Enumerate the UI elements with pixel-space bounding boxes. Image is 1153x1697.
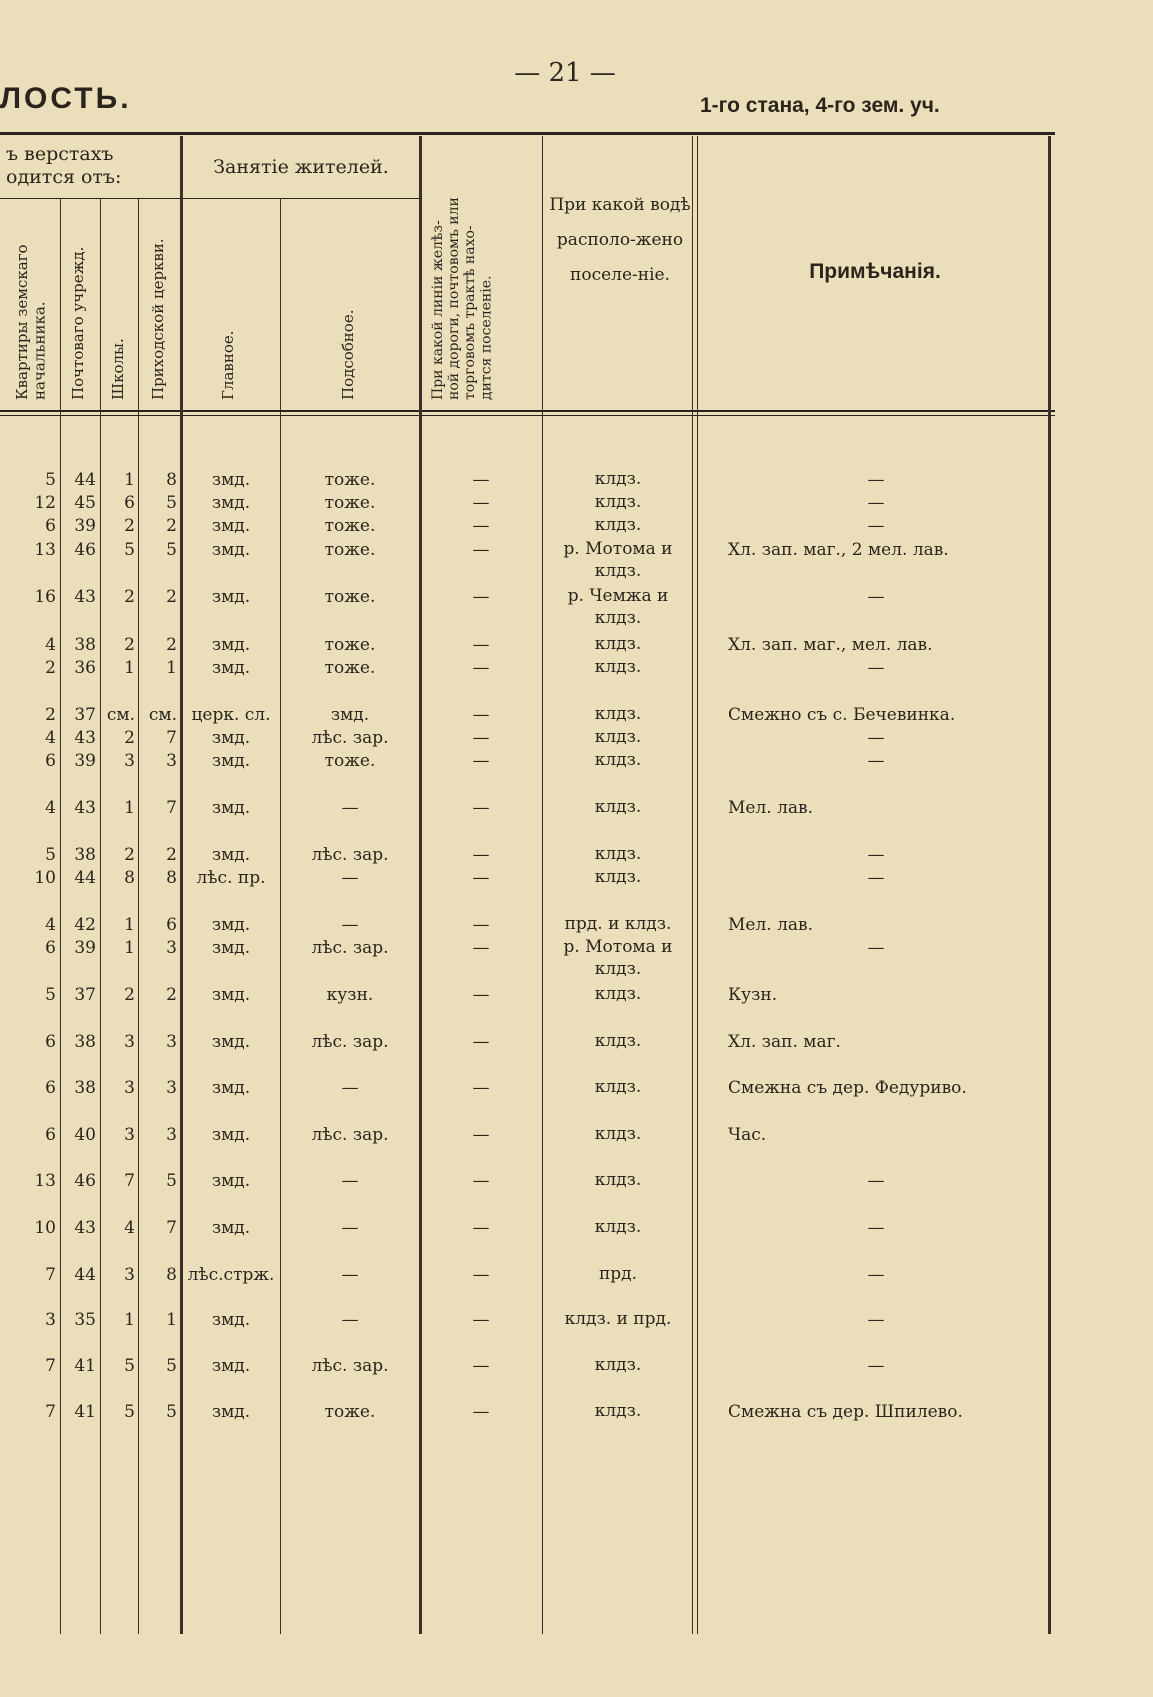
occupation-main-cell: змд. — [211, 751, 251, 771]
zemsky-distance-cell: 10 — [34, 1218, 56, 1238]
col-line-9 — [1048, 136, 1051, 1634]
header-occupation-secondary: Подсобное. — [339, 309, 357, 400]
col-line-7 — [542, 136, 543, 1634]
water-cell — [545, 468, 691, 490]
water-line: клдз. — [594, 561, 642, 581]
water-cell — [545, 913, 691, 935]
post-distance-cell: 45 — [74, 493, 96, 513]
church-distance-cell: см. — [148, 705, 177, 725]
occupation-secondary-cell: тоже. — [324, 658, 376, 678]
water-cell — [545, 866, 691, 888]
church-distance-cell: 8 — [166, 1265, 177, 1285]
water-line: клдз. — [594, 515, 642, 535]
occupation-secondary-cell: — — [341, 1310, 359, 1330]
post-distance-cell: 44 — [74, 470, 96, 490]
railway-cell: — — [472, 587, 490, 607]
zemsky-distance-cell: 5 — [45, 985, 56, 1005]
church-distance-cell: 3 — [166, 751, 177, 771]
school-distance-cell: 2 — [124, 845, 135, 865]
col-line-1 — [60, 198, 61, 1634]
water-cell — [545, 1030, 691, 1052]
occupation-secondary-cell: лѣс. зар. — [311, 845, 389, 865]
zemsky-distance-cell: 3 — [45, 1310, 56, 1330]
school-distance-cell: 3 — [124, 1078, 135, 1098]
church-distance-cell: 3 — [166, 1032, 177, 1052]
water-line: р. Чемжа и — [567, 586, 669, 606]
occupation-secondary-cell: — — [341, 915, 359, 935]
water-cell — [545, 726, 691, 748]
water-line: клдз. — [594, 1124, 642, 1144]
post-distance-cell: 40 — [74, 1125, 96, 1145]
water-line: клдз. — [594, 1217, 642, 1237]
railway-cell: — — [472, 1310, 490, 1330]
occupation-main-cell: змд. — [211, 1171, 251, 1191]
note-cell: — — [867, 1356, 885, 1376]
water-cell — [545, 1308, 691, 1330]
header-notes: Примѣчанія. — [809, 260, 941, 283]
water-cell — [545, 796, 691, 818]
note-cell: Смежна съ дер. Федуриво. — [728, 1078, 967, 1098]
zemsky-distance-cell: 6 — [45, 1032, 56, 1052]
post-distance-cell: 37 — [74, 985, 96, 1005]
water-cell — [545, 1169, 691, 1191]
post-distance-cell: 43 — [74, 798, 96, 818]
school-distance-cell: см. — [106, 705, 135, 725]
water-line: клдз. — [594, 867, 642, 887]
post-distance-cell: 38 — [74, 1078, 96, 1098]
zemsky-distance-cell: 4 — [45, 728, 56, 748]
railway-cell: — — [472, 635, 490, 655]
note-cell: Час. — [728, 1125, 767, 1145]
note-cell: Кузн. — [728, 985, 778, 1005]
zemsky-distance-cell: 4 — [45, 915, 56, 935]
col-line-2 — [100, 198, 101, 1634]
note-cell: — — [867, 938, 885, 958]
school-distance-cell: 5 — [124, 1356, 135, 1376]
occupation-secondary-cell: тоже. — [324, 587, 376, 607]
occupation-main-cell: церк. сл. — [191, 705, 271, 725]
col-line-8 — [692, 136, 698, 1634]
railway-cell: — — [472, 985, 490, 1005]
note-cell: Хл. зап. маг. — [728, 1032, 841, 1052]
zemsky-distance-cell: 5 — [45, 845, 56, 865]
zemsky-distance-cell: 7 — [45, 1265, 56, 1285]
header-right: 1-го стана, 4-го зем. уч. — [700, 94, 940, 117]
railway-cell: — — [472, 1171, 490, 1191]
school-distance-cell: 8 — [124, 868, 135, 888]
water-cell — [545, 491, 691, 513]
col-line-4 — [180, 136, 183, 1634]
water-line: клдз. — [594, 492, 642, 512]
water-cell — [545, 749, 691, 771]
church-distance-cell: 6 — [166, 915, 177, 935]
post-distance-cell: 38 — [74, 845, 96, 865]
top-rule — [0, 132, 1055, 135]
school-distance-cell: 1 — [124, 470, 135, 490]
railway-cell: — — [472, 516, 490, 536]
post-distance-cell: 41 — [74, 1402, 96, 1422]
occupation-secondary-cell: — — [341, 868, 359, 888]
water-line: р. Мотома и — [563, 539, 673, 559]
occupation-group-header: Занятіе жителей. — [213, 156, 389, 178]
occupation-secondary-cell: — — [341, 798, 359, 818]
note-cell: — — [867, 1171, 885, 1191]
water-cell — [545, 936, 691, 980]
water-line: р. Мотома и — [563, 937, 673, 957]
occupation-main-cell: лѣс.стрж. — [187, 1265, 275, 1285]
school-distance-cell: 4 — [124, 1218, 135, 1238]
railway-cell: — — [472, 938, 490, 958]
note-cell: — — [867, 728, 885, 748]
occupation-secondary-cell: лѣс. зар. — [311, 1032, 389, 1052]
post-distance-cell: 44 — [74, 868, 96, 888]
occupation-secondary-cell: кузн. — [326, 985, 374, 1005]
note-cell: — — [867, 751, 885, 771]
church-distance-cell: 3 — [166, 938, 177, 958]
post-distance-cell: 42 — [74, 915, 96, 935]
occupation-subrule — [182, 198, 420, 199]
school-distance-cell: 2 — [124, 516, 135, 536]
school-distance-cell: 1 — [124, 658, 135, 678]
zemsky-distance-cell: 10 — [34, 868, 56, 888]
occupation-main-cell: змд. — [211, 1356, 251, 1376]
school-distance-cell: 2 — [124, 587, 135, 607]
church-distance-cell: 1 — [166, 658, 177, 678]
header-bottom-rule — [0, 410, 1055, 412]
note-cell: — — [867, 516, 885, 536]
note-cell: Хл. зап. маг., 2 мел. лав. — [728, 540, 949, 560]
header-school: Школы. — [109, 338, 127, 400]
water-cell — [545, 1076, 691, 1098]
church-distance-cell: 2 — [166, 985, 177, 1005]
water-cell — [545, 1400, 691, 1422]
occupation-main-cell: змд. — [211, 938, 251, 958]
church-distance-cell: 8 — [166, 868, 177, 888]
occupation-secondary-cell: тоже. — [324, 470, 376, 490]
zemsky-distance-cell: 2 — [45, 705, 56, 725]
water-line: прд. — [598, 1264, 638, 1284]
header-post-office: Почтоваго учрежд. — [69, 246, 87, 400]
post-distance-cell: 39 — [74, 938, 96, 958]
distance-subrule — [0, 198, 182, 199]
railway-cell: — — [472, 1032, 490, 1052]
water-line: клдз. — [594, 1077, 642, 1097]
occupation-main-cell: змд. — [211, 728, 251, 748]
note-cell: — — [867, 587, 885, 607]
railway-cell: — — [472, 705, 490, 725]
church-distance-cell: 2 — [166, 635, 177, 655]
note-cell: — — [867, 868, 885, 888]
occupation-main-cell: змд. — [211, 1218, 251, 1238]
water-line: клдз. — [594, 797, 642, 817]
post-distance-cell: 39 — [74, 751, 96, 771]
school-distance-cell: 1 — [124, 1310, 135, 1330]
occupation-secondary-cell: лѣс. зар. — [311, 1356, 389, 1376]
water-cell — [545, 538, 691, 582]
church-distance-cell: 8 — [166, 470, 177, 490]
water-cell — [545, 983, 691, 1005]
occupation-main-cell: лѣс. пр. — [196, 868, 266, 888]
distance-group-header: ъ верстахъ одится отъ: — [6, 143, 122, 188]
water-cell — [545, 656, 691, 678]
note-cell: Смежна съ дер. Шпилево. — [728, 1402, 963, 1422]
note-cell: — — [867, 1265, 885, 1285]
post-distance-cell: 46 — [74, 540, 96, 560]
occupation-main-cell: змд. — [211, 1125, 251, 1145]
water-line: клдз. — [594, 704, 642, 724]
occupation-main-cell: змд. — [211, 587, 251, 607]
note-cell: — — [867, 470, 885, 490]
post-distance-cell: 41 — [74, 1356, 96, 1376]
occupation-secondary-cell: тоже. — [324, 540, 376, 560]
water-line: клдз. — [594, 727, 642, 747]
zemsky-distance-cell: 13 — [34, 540, 56, 560]
church-distance-cell: 2 — [166, 845, 177, 865]
railway-cell: — — [472, 1125, 490, 1145]
note-cell: — — [867, 658, 885, 678]
post-distance-cell: 38 — [74, 635, 96, 655]
zemsky-distance-cell: 2 — [45, 658, 56, 678]
page-number: — 21 — — [514, 58, 616, 88]
post-distance-cell: 43 — [74, 1218, 96, 1238]
water-cell — [545, 633, 691, 655]
header-left: ЛОСТЬ. — [0, 82, 132, 115]
post-distance-cell: 44 — [74, 1265, 96, 1285]
water-line: клдз. и прд. — [564, 1309, 672, 1329]
occupation-main-cell: змд. — [211, 845, 251, 865]
post-distance-cell: 35 — [74, 1310, 96, 1330]
col-line-5 — [280, 198, 281, 1634]
church-distance-cell: 5 — [166, 540, 177, 560]
railway-cell: — — [472, 728, 490, 748]
header-water: При какой водѣ располо-жено поселе-ніе. — [549, 195, 691, 285]
water-line: клдз. — [594, 1355, 642, 1375]
occupation-secondary-cell: тоже. — [324, 751, 376, 771]
railway-cell: — — [472, 751, 490, 771]
church-distance-cell: 1 — [166, 1310, 177, 1330]
water-line: клдз. — [594, 844, 642, 864]
railway-cell: — — [472, 798, 490, 818]
zemsky-distance-cell: 6 — [45, 1125, 56, 1145]
church-distance-cell: 7 — [166, 728, 177, 748]
occupation-secondary-cell: — — [341, 1078, 359, 1098]
note-cell: — — [867, 845, 885, 865]
occupation-secondary-cell: лѣс. зар. — [311, 1125, 389, 1145]
zemsky-distance-cell: 7 — [45, 1402, 56, 1422]
school-distance-cell: 5 — [124, 1402, 135, 1422]
school-distance-cell: 1 — [124, 798, 135, 818]
occupation-secondary-cell: — — [341, 1171, 359, 1191]
water-cell — [545, 843, 691, 865]
occupation-main-cell: змд. — [211, 915, 251, 935]
occupation-main-cell: змд. — [211, 1310, 251, 1330]
zemsky-distance-cell: 7 — [45, 1356, 56, 1376]
zemsky-distance-cell: 6 — [45, 751, 56, 771]
church-distance-cell: 5 — [166, 493, 177, 513]
post-distance-cell: 36 — [74, 658, 96, 678]
school-distance-cell: 6 — [124, 493, 135, 513]
occupation-secondary-cell: — — [341, 1265, 359, 1285]
railway-cell: — — [472, 1078, 490, 1098]
occupation-main-cell: змд. — [211, 798, 251, 818]
church-distance-cell: 7 — [166, 1218, 177, 1238]
occupation-secondary-cell: — — [341, 1218, 359, 1238]
header-parish-church: Приходской церкви. — [149, 238, 167, 400]
school-distance-cell: 7 — [124, 1171, 135, 1191]
railway-cell: — — [472, 1356, 490, 1376]
occupation-secondary-cell: змд. — [330, 705, 370, 725]
water-cell — [545, 1123, 691, 1145]
occupation-main-cell: змд. — [211, 658, 251, 678]
post-distance-cell: 46 — [74, 1171, 96, 1191]
water-line: клдз. — [594, 1401, 642, 1421]
railway-cell: — — [472, 915, 490, 935]
occupation-main-cell: змд. — [211, 540, 251, 560]
occupation-main-cell: змд. — [211, 1078, 251, 1098]
zemsky-distance-cell: 4 — [45, 798, 56, 818]
zemsky-distance-cell: 6 — [45, 1078, 56, 1098]
note-cell: Мел. лав. — [728, 798, 813, 818]
note-cell: Смежно съ с. Бечевинка. — [728, 705, 956, 725]
header-occupation-main: Главное. — [219, 330, 237, 400]
zemsky-distance-cell: 4 — [45, 635, 56, 655]
water-line: клдз. — [594, 608, 642, 628]
occupation-secondary-cell: лѣс. зар. — [311, 938, 389, 958]
school-distance-cell: 2 — [124, 728, 135, 748]
water-line: клдз. — [594, 984, 642, 1004]
school-distance-cell: 3 — [124, 751, 135, 771]
occupation-secondary-cell: тоже. — [324, 1402, 376, 1422]
school-distance-cell: 3 — [124, 1125, 135, 1145]
post-distance-cell: 43 — [74, 728, 96, 748]
occupation-main-cell: змд. — [211, 1402, 251, 1422]
occupation-main-cell: змд. — [211, 635, 251, 655]
water-line: клдз. — [594, 1031, 642, 1051]
water-line: клдз. — [594, 657, 642, 677]
water-line: клдз. — [594, 634, 642, 654]
post-distance-cell: 37 — [74, 705, 96, 725]
occupation-main-cell: змд. — [211, 470, 251, 490]
railway-cell: — — [472, 493, 490, 513]
water-line: прд. и клдз. — [564, 914, 672, 934]
railway-cell: — — [472, 1265, 490, 1285]
water-cell — [545, 703, 691, 725]
note-cell: — — [867, 493, 885, 513]
water-line: клдз. — [594, 469, 642, 489]
header-bottom-rule-2 — [0, 415, 1055, 416]
church-distance-cell: 5 — [166, 1402, 177, 1422]
water-line: клдз. — [594, 1170, 642, 1190]
railway-cell: — — [472, 658, 490, 678]
zemsky-distance-cell: 13 — [34, 1171, 56, 1191]
zemsky-distance-cell: 16 — [34, 587, 56, 607]
header-zemsky-office: Квартиры земскаго начальника. — [13, 244, 49, 400]
occupation-main-cell: змд. — [211, 516, 251, 536]
church-distance-cell: 3 — [166, 1125, 177, 1145]
occupation-main-cell: змд. — [211, 1032, 251, 1052]
school-distance-cell: 2 — [124, 985, 135, 1005]
occupation-secondary-cell: тоже. — [324, 635, 376, 655]
school-distance-cell: 3 — [124, 1032, 135, 1052]
railway-cell: — — [472, 1218, 490, 1238]
col-line-3 — [138, 198, 139, 1634]
water-cell — [545, 1263, 691, 1285]
water-cell — [545, 1354, 691, 1376]
school-distance-cell: 5 — [124, 540, 135, 560]
railway-cell: — — [472, 470, 490, 490]
occupation-main-cell: змд. — [211, 985, 251, 1005]
railway-cell: — — [472, 868, 490, 888]
water-cell — [545, 1216, 691, 1238]
zemsky-distance-cell: 6 — [45, 938, 56, 958]
occupation-secondary-cell: тоже. — [324, 516, 376, 536]
church-distance-cell: 7 — [166, 798, 177, 818]
zemsky-distance-cell: 6 — [45, 516, 56, 536]
occupation-secondary-cell: лѣс. зар. — [311, 728, 389, 748]
note-cell: Мел. лав. — [728, 915, 813, 935]
header-railway: При какой линіи желѣз- ной дороги, почтовомъ или торговомъ трактѣ нахо- дится поселеніе. — [430, 197, 495, 400]
railway-cell: — — [472, 540, 490, 560]
school-distance-cell: 1 — [124, 915, 135, 935]
school-distance-cell: 2 — [124, 635, 135, 655]
water-cell — [545, 585, 691, 629]
church-distance-cell: 5 — [166, 1171, 177, 1191]
water-line: клдз. — [594, 959, 642, 979]
occupation-secondary-cell: тоже. — [324, 493, 376, 513]
note-cell: Хл. зап. маг., мел. лав. — [728, 635, 933, 655]
note-cell: — — [867, 1218, 885, 1238]
water-line: клдз. — [594, 750, 642, 770]
church-distance-cell: 3 — [166, 1078, 177, 1098]
water-cell — [545, 514, 691, 536]
school-distance-cell: 1 — [124, 938, 135, 958]
railway-cell: — — [472, 845, 490, 865]
zemsky-distance-cell: 5 — [45, 470, 56, 490]
zemsky-distance-cell: 12 — [34, 493, 56, 513]
church-distance-cell: 5 — [166, 1356, 177, 1376]
post-distance-cell: 38 — [74, 1032, 96, 1052]
church-distance-cell: 2 — [166, 516, 177, 536]
post-distance-cell: 39 — [74, 516, 96, 536]
church-distance-cell: 2 — [166, 587, 177, 607]
occupation-main-cell: змд. — [211, 493, 251, 513]
railway-cell: — — [472, 1402, 490, 1422]
note-cell: — — [867, 1310, 885, 1330]
school-distance-cell: 3 — [124, 1265, 135, 1285]
post-distance-cell: 43 — [74, 587, 96, 607]
